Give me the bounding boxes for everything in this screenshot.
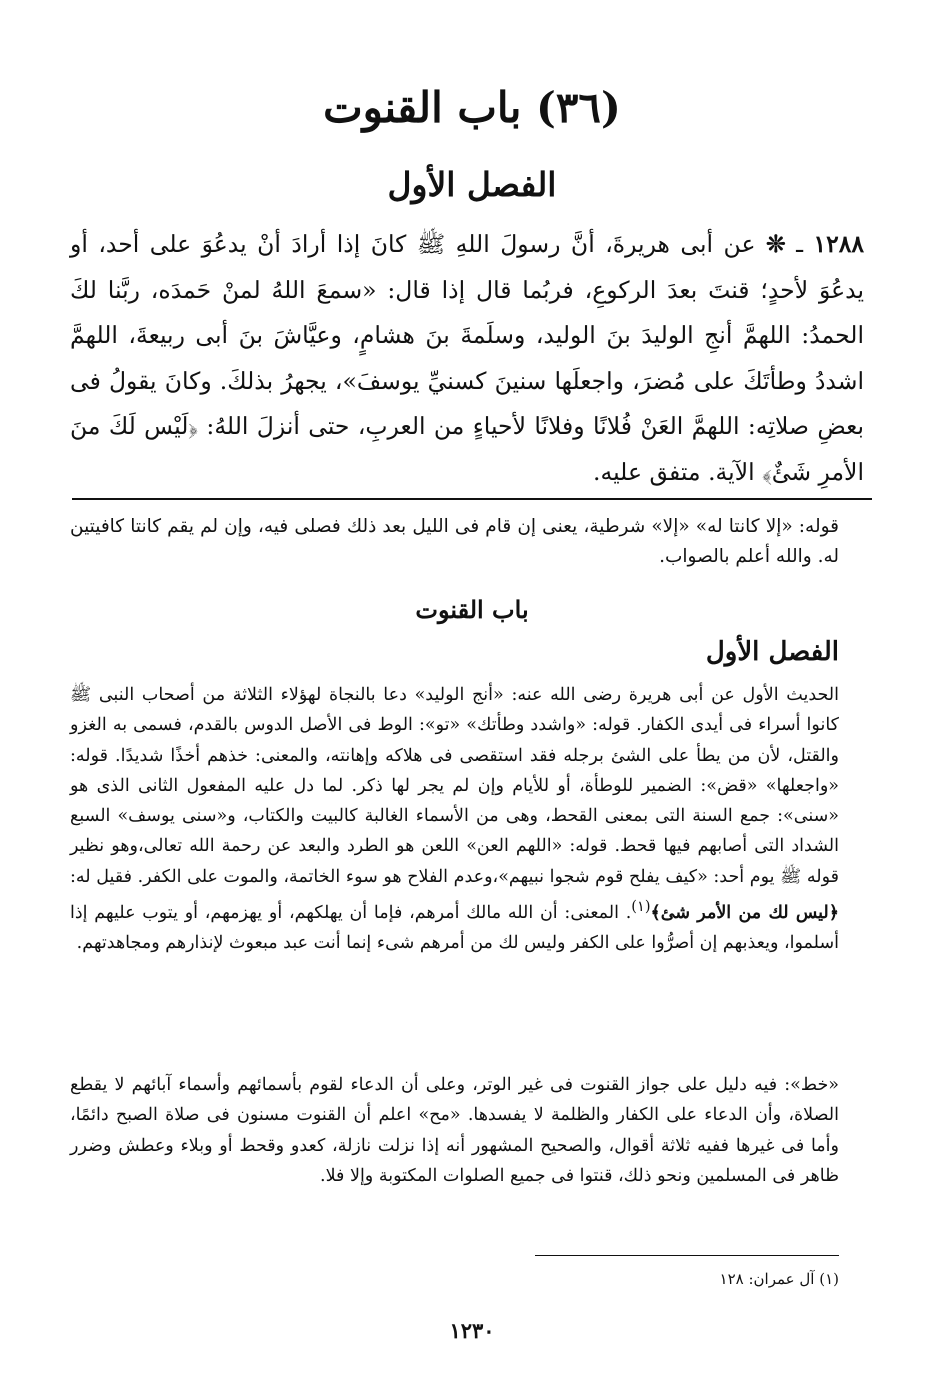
hadith-text-block: ١٢٨٨ ـ ❊ عن أبى هريرةَ، أنَّ رسولَ اللهِ ﷺ كانَ إذا أرادَ أنْ يدعُوَ على أحد، أو يدعُوَ لأحدٍ؛ قنتَ بعدَ الركوعِ، فربُما قال إذا قال: «سمعَ اللهُ لمنْ حَمدَه، ربَّنا لكَ الحمدُ: اللهمَّ أنجِ الوليدَ بنَ الوليد، وسلَمةَ بنَ هشامٍ، وعيَّاشَ بنَ أبى ربيعةَ، اللهمَّ اشددُ وطأتَكَ على مُضرَ، واجعلَها سنينَ كسنيِّ يوسفَ»، يجهرُ بذلكَ. وكانَ يقولُ فى بعضِ صلاتِه: اللهمَّ العَنْ فُلانًا وفلانًا لأحياءٍ من العربِ، حتى أنزلَ اللهُ: ﴿لَيْس لَكَ منَ الأمرِ شَئٌ﴾ الآية. متفق عليه. (70, 230, 864, 486)
footnote-marker: (١) (631, 898, 651, 916)
footnote: (١) آل عمران: ١٢٨ (719, 1270, 839, 1288)
section-title: الفصل الأول (387, 165, 557, 204)
hadith-marker: ❊ (765, 230, 786, 258)
hadith-body: عن أبى هريرةَ، أنَّ رسولَ اللهِ ﷺ كانَ إذا أرادَ أنْ يدعُوَ على أحد، أو يدعُوَ لأحدٍ؛ قنتَ بعدَ الركوعِ، فربُما قال إذا قال: «سمعَ اللهُ لمنْ حَمدَه، ربَّنا لكَ الحمدُ: اللهمَّ أنجِ الوليدَ بنَ الوليد، وسلَمةَ بنَ هشامٍ، وعيَّاشَ بنَ أبى ربيعةَ، اللهمَّ اشددُ وطأتَكَ على مُضرَ، واجعلَها سنينَ كسنيِّ يوسفَ»، يجهرُ بذلكَ. وكانَ يقولُ فى بعضِ صلاتِه: اللهمَّ العَنْ فُلانًا وفلانًا لأحياءٍ من العربِ، حتى أنزلَ اللهُ: ﴿لَيْس لَكَ منَ الأمرِ شَئٌ﴾ الآية. متفق عليه. (70, 230, 864, 486)
previous-chapter-note: قوله: «إلا كانتا له» «إلا» شرطية، يعنى إن قام فى الليل بعد ذلك فصلى فيه، وإن لم يقم كانتا كافيتين له. والله أعلم بالصواب. (70, 516, 839, 567)
commentary-main-text: الحديث الأول عن أبى هريرة رضى الله عنه: «أنج الوليد» دعا بالنجاة لهؤلاء الثلاثة من أصحاب النبى ﷺ كانوا أسراء فى أيدى الكفار. قوله: «واشدد وطأتك» «تو»: الوط فى الأصل الدوس بالقدم، فسمى به الغزو والقتل، لأن من يطأ على الشئ برجله فقد استقصى فى هلاكه وإهانته، والمعنى: خذهم أخذًا شديدًا. قوله: «واجعلها» «قض»: الضمير للوطأة، أو للأيام وإن لم يجر لها ذكر. لما دل عليه المفعول الثانى الذى هو «سنى»: جمع السنة التى بمعنى القحط، وهى من الأسماء الغالبة كالبيت والكتاب، و«سنى يوسف» السبع الشداد التى أصابهم فيها قحط. قوله: «اللهم العن» اللعن هو الطرد والبعد عن رحمة الله تعالى،وهو نظير قوله ﷺ يوم أحد: «كيف يفلح قوم شجوا نبيهم»،وعدم الفلاح هو سوء الخاتمة، والموت على الكفر. (70, 685, 839, 887)
commentary-paragraph-2: «خط»: فيه دليل على جواز القنوت فى غير الوتر، وعلى أن الدعاء لقوم بأسمائهم وأسماء آبائهم لا يقطع الصلاة، وأن الدعاء على الكفار والظلمة لا يفسدها. «مح» اعلم أن القنوت مسنون فى صلاة الصبح دائمًا، وأما فى غيرها ففيه ثلاثة أقوال، والصحيح المشهور أنه إذا نزلت نازلة، كعدو وقحط أو وبلاء وعطش وضرر ظاهر فى المسلمين ونحو ذلك، قنتوا فى جميع الصلوات المكتوبة وإلا فلا. (70, 1075, 839, 1186)
quran-reference: ﴿ليس لك من الأمر شئ﴾ (650, 902, 839, 923)
hadith-number: ١٢٨٨ (813, 230, 864, 258)
commentary-paragraph-1 (70, 680, 839, 959)
commentary-cont-prefix: فقيل له: (70, 866, 132, 887)
commentary-section-title: الفصل الأول (705, 637, 839, 667)
divider-line (72, 498, 872, 500)
footnote-divider (535, 1255, 839, 1256)
commentary-chapter-title: باب القنوت (415, 595, 529, 624)
page-number: ١٢٣٠ (449, 1318, 495, 1343)
chapter-title: (٣٦) باب القنوت (323, 83, 621, 132)
commentary-cont-text: . المعنى: أن الله مالك أمرهم، فإما أن يهلكهم، أو يهزمهم، أو يتوب عليهم إذا أسلموا، ويعذبهم إن أصرُّوا على الكفر وليس لك من أمرهم شىء إنما أنت عبد مبعوث لإنذارهم ومجاهدتهم. (70, 902, 839, 954)
